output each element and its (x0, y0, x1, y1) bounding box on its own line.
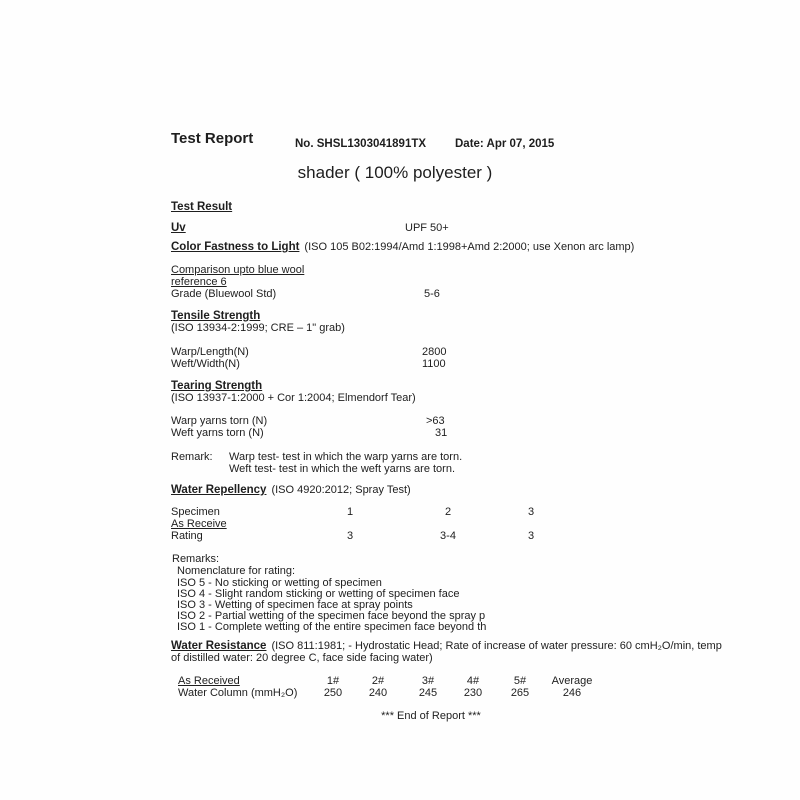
specimen-number: 3 (527, 506, 535, 518)
rating-value: 3 (527, 530, 535, 542)
report-date: Date: Apr 07, 2015 (455, 138, 555, 150)
water-column-value: 246 (562, 687, 582, 699)
grade-label: Grade (Bluewool Std) (171, 288, 277, 300)
water-column-label: Water Column (mmH₂O) (178, 687, 298, 699)
tearing-row-value: >63 (426, 415, 445, 427)
tearing-heading: Tearing Strength (171, 380, 263, 392)
uv-value: UPF 50+ (405, 222, 449, 234)
tensile-row-value: 2800 (422, 346, 447, 358)
water-resistance-heading: Water Resistance (171, 640, 267, 652)
specimen-number: 2 (444, 506, 452, 518)
resistance-column-header: 1# (326, 675, 340, 687)
tearing-row-value: 31 (435, 427, 448, 439)
comparison-line2: reference 6 (171, 276, 227, 288)
report-title: Test Report (171, 130, 254, 147)
water-repellency-heading-row (171, 484, 411, 496)
remarks-label: Remarks: (172, 553, 220, 565)
grade-value: 5-6 (424, 288, 440, 300)
resistance-column-header: 5# (513, 675, 527, 687)
remark-line2: Weft test- test in which the weft yarns are torn. (229, 463, 455, 475)
color-fastness-heading-row (171, 241, 634, 253)
rating-value: 3 (346, 530, 354, 542)
color-fastness-heading: Color Fastness to Light (171, 241, 300, 253)
remark-line1: Warp test- test in which the warp yarns are torn. (229, 451, 463, 463)
comparison-line1: Comparison upto blue wool (171, 264, 305, 276)
water-column-value: 230 (463, 687, 483, 699)
nomenclature-label: Nomenclature for rating: (177, 565, 295, 577)
tensile-row-label: Weft/Width(N) (171, 358, 240, 370)
water-column-value: 240 (368, 687, 388, 699)
resistance-column-header: 4# (466, 675, 480, 687)
resistance-column-header: 3# (421, 675, 435, 687)
water-column-value: 265 (510, 687, 530, 699)
water-resistance-heading-row (171, 640, 722, 652)
resistance-column-header: 2# (371, 675, 385, 687)
nomenclature-line: ISO 5 - No sticking or wetting of specimen (177, 577, 382, 589)
sample-title: shader ( 100% polyester ) (297, 163, 493, 182)
nomenclature-line: ISO 3 - Wetting of specimen face at spray points (177, 599, 413, 611)
tensile-heading: Tensile Strength (171, 310, 261, 322)
tearing-row-label: Weft yarns torn (N) (171, 427, 264, 439)
specimen-number: 1 (346, 506, 354, 518)
repellency-condition: As Receive (171, 518, 227, 530)
water-repellency-method: (ISO 4920:2012; Spray Test) (271, 484, 411, 496)
nomenclature-line: ISO 1 - Complete wetting of the entire specimen face beyond th (177, 621, 487, 633)
resistance-column-header: Average (551, 675, 593, 687)
water-column-value: 245 (418, 687, 438, 699)
water-resistance-method-line1: (ISO 811:1981; - Hydrostatic Head; Rate of increase of water pressure: 60 cmH₂O/min, temp (271, 640, 722, 652)
tearing-method: (ISO 13937-1:2000 + Cor 1:2004; Elmendorf Tear) (171, 392, 416, 404)
resistance-condition: As Received (178, 675, 240, 687)
water-resistance-method-line2: of distilled water: 20 degree C, face side facing water) (171, 652, 433, 664)
report-number: No. SHSL1303041891TX (295, 138, 427, 150)
end-of-report: *** End of Report *** (381, 710, 481, 722)
tensile-method: (ISO 13934-2:1999; CRE – 1" grab) (171, 322, 345, 334)
uv-label: Uv (171, 222, 186, 234)
water-repellency-heading: Water Repellency (171, 484, 267, 496)
tensile-row-value: 1100 (422, 358, 446, 370)
test-result-heading: Test Result (171, 201, 233, 213)
color-fastness-method: (ISO 105 B02:1994/Amd 1:1998+Amd 2:2000; use Xenon arc lamp) (304, 241, 635, 253)
rating-label: Rating (171, 530, 203, 542)
remark-label: Remark: (171, 451, 213, 463)
water-column-value: 250 (323, 687, 343, 699)
nomenclature-line: ISO 4 - Slight random sticking or wetting of specimen face (177, 588, 460, 600)
tensile-row-label: Warp/Length(N) (171, 346, 249, 358)
tearing-row-label: Warp yarns torn (N) (171, 415, 268, 427)
specimen-label: Specimen (171, 506, 220, 518)
rating-value: 3-4 (440, 530, 456, 542)
nomenclature-line: ISO 2 - Partial wetting of the specimen face beyond the spray p (177, 610, 486, 622)
